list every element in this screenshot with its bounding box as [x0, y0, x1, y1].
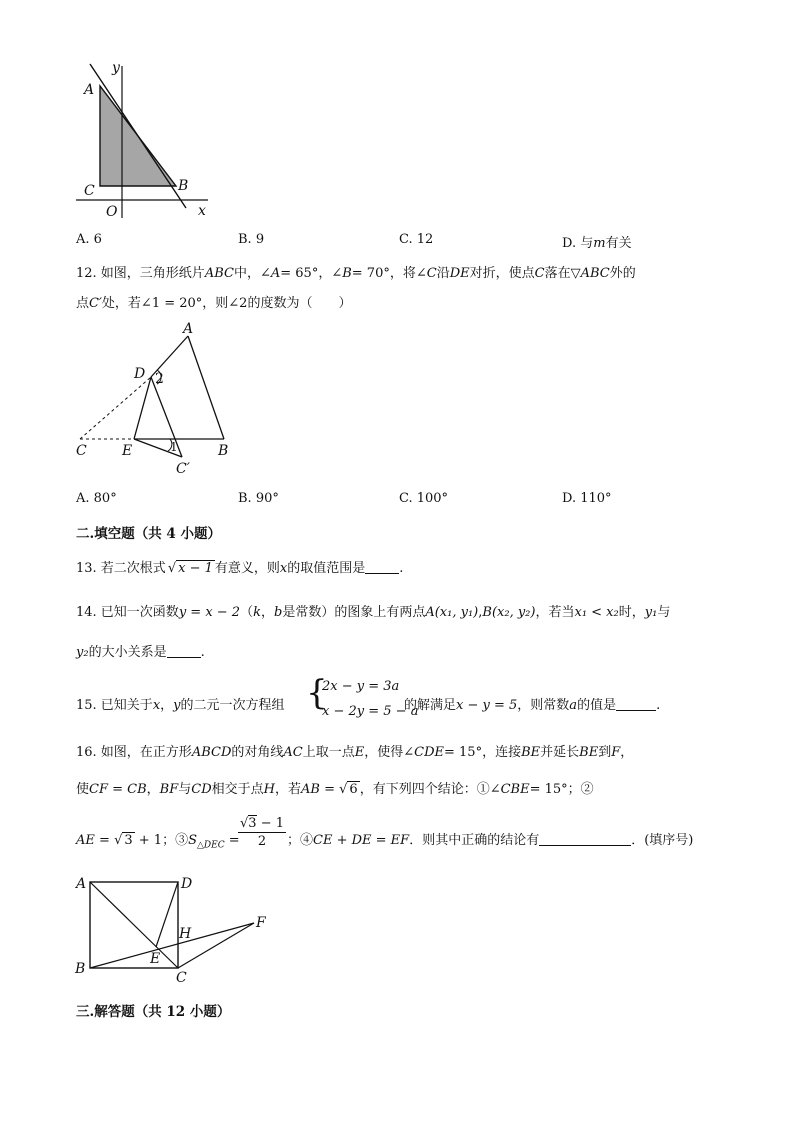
q12-var-a: A — [270, 266, 281, 281]
q15-text: 的值是 — [577, 698, 617, 713]
figure-q11-coordinate-triangle — [70, 58, 220, 223]
q16-sqrt3: √ 3 — [114, 833, 133, 848]
label-e: E — [122, 443, 133, 459]
q13-radicand: x − 1 — [178, 561, 213, 576]
q16-text: 相交于点 — [211, 782, 264, 797]
q16-text: ，使得∠ — [364, 745, 415, 760]
q16-var-ab: AB — [301, 782, 320, 797]
q16-text: ．则其中正确的结论有 — [409, 833, 540, 848]
label-c: C — [176, 970, 187, 985]
q13-text: 的取值范围是 — [287, 561, 366, 576]
q16-text: 使 — [76, 782, 90, 797]
q11-option-d — [562, 232, 632, 251]
q16-var-be: BE — [521, 745, 541, 760]
q16-var-f: F — [611, 745, 621, 760]
figure-q12-folded-triangle — [70, 318, 250, 483]
q14-line-2 — [76, 641, 205, 660]
q16-area-subscript: △DEC — [196, 840, 225, 851]
q16-sqrt6: √ 6 — [339, 782, 358, 797]
q16-sqrt6-radicand: 6 — [349, 782, 358, 797]
q16-text: 并延长 — [540, 745, 580, 760]
q14-var-b: b — [274, 605, 283, 620]
q15-condition: x − y = 5 — [456, 698, 518, 713]
q11-option-c: C. 12 — [399, 232, 434, 247]
q12-var-de: DE — [449, 266, 470, 281]
q12-text: 处，若∠1 = 20°，则∠2的度数为（ ） — [101, 296, 352, 311]
label-b: B — [75, 961, 86, 977]
q13-text: 13. 若二次根式 — [76, 561, 166, 576]
q12-line-1 — [76, 262, 636, 281]
q14-text: 与 — [657, 605, 671, 620]
q13-var-x: x — [279, 561, 288, 576]
q14-text: . — [200, 645, 205, 660]
q14-text: 14. 已知一次函数 — [76, 605, 179, 620]
q14-var-k: k — [253, 605, 261, 620]
q14-function: y = x − 2 — [178, 605, 241, 620]
q16-text: 与 — [178, 782, 192, 797]
label-c: C — [84, 183, 95, 199]
q14-text: , — [478, 605, 483, 620]
q14-text: 是常数）的图象上有两点 — [282, 605, 426, 620]
label-c: C — [76, 443, 87, 459]
q16-text: 的对角线 — [231, 745, 284, 760]
q16-numerator-tail: − 1 — [256, 816, 284, 831]
q12-text: = 65°，∠ — [280, 266, 343, 281]
q16-numerator-radicand: 3 — [248, 816, 257, 831]
q16-var-be: BE — [579, 745, 599, 760]
q12-text: 点 — [76, 296, 90, 311]
label-1: 1 — [170, 440, 178, 454]
q16-var-cd: CD — [191, 782, 212, 797]
q12-text: 沿 — [436, 266, 450, 281]
q12-option-a: A. 80° — [76, 491, 117, 506]
q14-var-y1: y₁ — [644, 605, 658, 620]
label-f: F — [256, 915, 266, 931]
q16-text: ， — [620, 745, 634, 760]
q16-text: 上取一点 — [302, 745, 355, 760]
q12-text: = 70°，将∠ — [351, 266, 427, 281]
q16-line-3-cont — [287, 829, 693, 848]
q16-text: = 15°，连接 — [444, 745, 522, 760]
q14-text: ，若当 — [535, 605, 575, 620]
q16-var-cbe: CBE — [500, 782, 530, 797]
q13-text: . — [399, 561, 404, 576]
q16-var-ac: AC — [283, 745, 303, 760]
q16-text: = 15°；② — [529, 782, 594, 797]
q15-text: . — [656, 698, 661, 713]
q12-text: 外的 — [609, 266, 636, 281]
q16-fraction — [238, 816, 286, 849]
q12-option-b: B. 90° — [238, 491, 279, 506]
q16-text: ；④ — [287, 833, 314, 848]
q14-text: ， — [260, 605, 274, 620]
side-cd-dashed — [80, 377, 151, 439]
q16-text: = — [319, 782, 340, 797]
label-a: A — [76, 876, 87, 892]
q13-answer-blank[interactable] — [365, 561, 399, 574]
q14-answer-blank[interactable] — [167, 645, 201, 658]
q15-line-after — [404, 694, 660, 713]
q15-line-before — [76, 694, 285, 713]
diagonal-ac — [90, 882, 178, 968]
q11-option-b: B. 9 — [238, 232, 265, 247]
q12-option-c: C. 100° — [399, 491, 449, 506]
q16-line-1 — [76, 741, 633, 760]
q16-fraction-numerator: √3 − 1 — [239, 816, 284, 831]
label-a: A — [183, 321, 194, 337]
q12-line-2 — [76, 292, 351, 311]
segment-de — [156, 882, 178, 947]
q14-text: 时， — [618, 605, 645, 620]
q16-text: 16. 如图，在正方形 — [76, 745, 192, 760]
q16-line-2 — [76, 778, 594, 797]
q16-area-symbol: S — [188, 833, 197, 848]
q15-text: ，则常数 — [517, 698, 570, 713]
q16-answer-blank[interactable] — [539, 833, 631, 846]
q16-var-bf: BF — [159, 782, 179, 797]
label-d: D — [181, 876, 193, 892]
q16-text: = — [224, 833, 240, 848]
q15-var-y: y — [173, 698, 181, 713]
q12-var-c: C — [426, 266, 437, 281]
label-d: D — [134, 366, 146, 382]
label-o: O — [106, 204, 118, 220]
q11-option-d-prefix: D. 与 — [562, 236, 594, 251]
q16-fraction-denominator: 2 — [257, 834, 267, 849]
q14-line-1 — [76, 601, 670, 620]
label-cprime: C′ — [176, 461, 190, 477]
q15-equation-2: x − 2y = 5 − a — [322, 704, 419, 719]
q15-text: 15. 已知关于 — [76, 698, 153, 713]
label-e: E — [150, 951, 161, 967]
side-ab — [188, 336, 224, 439]
label-y: y — [112, 60, 120, 76]
q16-text: ，有下列四个结论：①∠ — [359, 782, 501, 797]
q16-sqrt3-radicand: 3 — [124, 833, 133, 848]
q16-var-e: E — [354, 745, 365, 760]
q15-text: ， — [160, 698, 174, 713]
q14-point-b: B — [482, 605, 492, 620]
q16-text: + 1；③ — [134, 833, 189, 848]
figure-q16-square — [70, 870, 280, 985]
section-heading-fill-in: 二.填空题（共 4 小题） — [76, 526, 221, 542]
q14-point-b-coords: (x₂, y₂) — [491, 605, 536, 620]
q16-text: 到 — [598, 745, 612, 760]
fold-de — [134, 377, 151, 439]
q12-text: 对折，使点 — [469, 266, 535, 281]
q16-text: ．(填序号) — [631, 833, 694, 848]
q12-var-abc: ABC — [580, 266, 610, 281]
q14-text: （ — [240, 605, 254, 620]
label-b: B — [178, 178, 189, 194]
segment-bf — [90, 923, 254, 968]
q16-line-3 — [76, 829, 240, 851]
q16-var-abcd: ABCD — [191, 745, 232, 760]
q15-text: 的解满足 — [404, 698, 457, 713]
q14-condition: x₁ < x₂ — [574, 605, 619, 620]
q12-var-abc: ABC — [204, 266, 234, 281]
q14-text: 的大小关系是 — [88, 645, 167, 660]
q12-text: 中，∠ — [233, 266, 271, 281]
q12-text: 12. 如图，三角形纸片 — [76, 266, 205, 281]
q16-text: ， — [146, 782, 160, 797]
q12-var-cprime: C′ — [89, 296, 102, 311]
q12-var-c: C — [534, 266, 545, 281]
q11-option-a: A. 6 — [76, 232, 102, 247]
q11-option-d-var: m — [593, 236, 606, 251]
q16-var-ae: AE — [76, 833, 95, 848]
q15-answer-blank[interactable] — [616, 698, 656, 711]
q12-option-d: D. 110° — [562, 491, 612, 506]
q11-option-d-suffix: 有关 — [605, 236, 632, 251]
q16-text: = — [94, 833, 115, 848]
label-2: 2 — [155, 371, 164, 387]
q15-var-a: a — [569, 698, 578, 713]
q12-text: 落在▽ — [544, 266, 581, 281]
label-x: x — [198, 203, 206, 219]
q15-text: 的二元一次方程组 — [180, 698, 285, 713]
q16-conclusion-4: CE + DE = EF — [313, 833, 410, 848]
label-b: B — [218, 443, 229, 459]
q16-var-h: H — [263, 782, 275, 797]
q15-equation-1: 2x − y = 3a — [322, 679, 400, 694]
q14-var-y2: y₂ — [76, 645, 89, 660]
label-h: H — [179, 926, 192, 942]
q16-var-cde: CDE — [414, 745, 445, 760]
q15-system-brace: { — [306, 673, 328, 713]
section-heading-answer: 三.解答题（共 12 小题） — [76, 1004, 231, 1020]
q13-radical: √ x − 1 — [167, 561, 213, 576]
q13-text: 有意义，则 — [214, 561, 280, 576]
q15-var-x: x — [152, 698, 161, 713]
q16-text: ，若 — [274, 782, 301, 797]
q16-equation-cf-cb: CF = CB — [89, 782, 147, 797]
q12-var-b: B — [342, 266, 352, 281]
label-a: A — [84, 82, 95, 98]
q14-point-a-coords: (x₁, y₁) — [434, 605, 479, 620]
q14-point-a: A — [425, 605, 435, 620]
q13-line — [76, 557, 403, 576]
